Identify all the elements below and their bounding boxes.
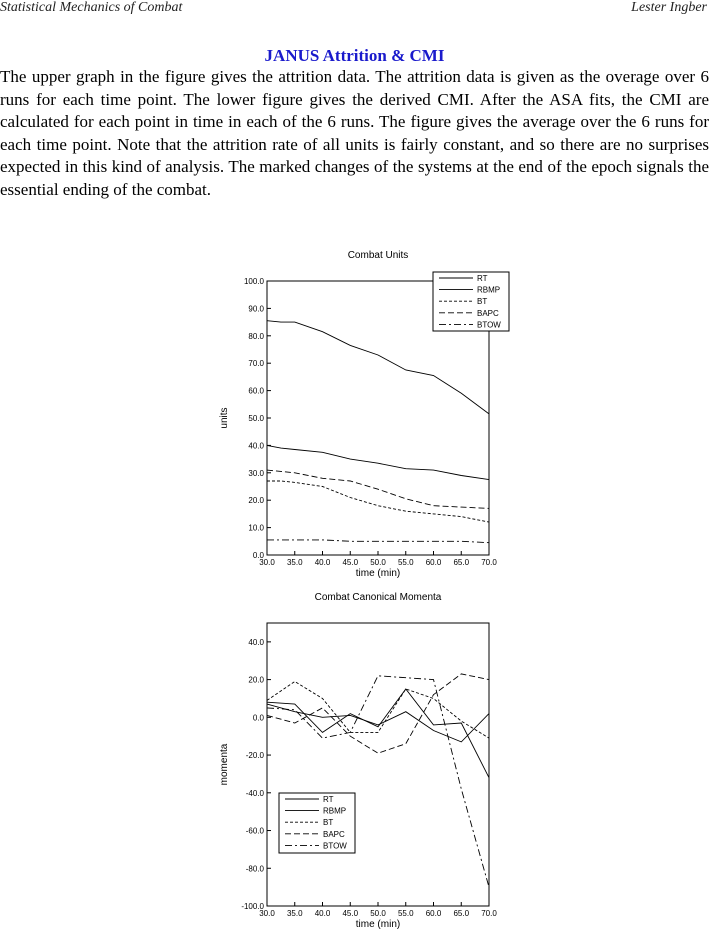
legend-label-rbmp: RBMP: [477, 285, 501, 295]
combat-momenta-chart: [0, 592, 709, 932]
legend-label-bt: BT: [477, 297, 488, 307]
x-tick-label: 60.0: [425, 909, 442, 918]
x-tick-label: 55.0: [397, 558, 414, 567]
y-tick-label: 100.0: [243, 277, 264, 286]
y-tick-label: -40.0: [245, 788, 264, 798]
legend-label-bapc: BAPC: [323, 829, 345, 839]
series-line-rt: [267, 445, 489, 479]
running-header-title: Statistical Mechanics of Combat: [0, 0, 183, 15]
plot-frame: [267, 623, 489, 906]
y-tick-label: -80.0: [245, 864, 264, 874]
series-line-rt: [267, 689, 489, 778]
x-tick-label: 70.0: [481, 558, 497, 567]
section-title: JANUS Attrition & CMI: [264, 46, 445, 65]
y-tick-label: -100.0: [241, 902, 264, 911]
chart-title: Combat Units: [347, 250, 409, 261]
body-paragraph: The upper graph in the figure gives the attrition data. The attrition data is given as the overage over 6 runs for each time point. The lower figure gives the derived CMI. After the ASA fits, the CMI are calculated for each point in time in each of the 6 runs. The figure gives the average over the 6 runs for each time point. Note that the attrition rate of all units is fairly constant, and so there are no surprises expected in this kind of analysis. The marked changes of the systems at the end of the epoch signals the essential ending of the combat.: [0, 67, 709, 199]
y-tick-label: 20.0: [248, 496, 264, 506]
x-tick-label: 40.0: [314, 909, 331, 918]
x-tick-label: 45.0: [342, 909, 359, 918]
x-tick-label: 70.0: [481, 909, 497, 918]
legend-label-bt: BT: [323, 818, 334, 828]
series-line-bt: [267, 481, 489, 522]
y-tick-label: 70.0: [248, 359, 264, 369]
running-header-author: Lester Ingber: [631, 0, 707, 15]
legend-label-rt: RT: [323, 795, 334, 804]
legend-label-bapc: BAPC: [477, 308, 499, 318]
y-axis-label: units: [219, 407, 230, 429]
x-tick-label: 50.0: [370, 909, 386, 918]
series-line-bapc: [267, 470, 489, 508]
y-tick-label: 0.0: [252, 551, 264, 560]
y-tick-label: 10.0: [248, 523, 264, 533]
x-tick-label: 50.0: [370, 558, 386, 567]
x-tick-label: 45.0: [342, 558, 359, 567]
series-line-rbmp: [267, 321, 489, 414]
y-tick-label: -20.0: [245, 751, 264, 761]
legend-label-btow: BTOW: [477, 320, 501, 330]
legend-label-btow: BTOW: [323, 841, 347, 851]
x-tick-label: 65.0: [453, 558, 470, 567]
legend-label-rt: RT: [477, 274, 488, 283]
y-tick-label: 60.0: [248, 386, 264, 396]
chart-title: Combat Canonical Momenta: [314, 592, 442, 603]
x-axis-label: time (min): [355, 568, 401, 579]
y-tick-label: 20.0: [248, 675, 264, 685]
y-tick-label: 80.0: [248, 331, 264, 341]
series-line-bapc: [267, 674, 489, 753]
series-line-btow: [267, 540, 489, 543]
x-tick-label: 30.0: [259, 558, 275, 567]
x-tick-label: 65.0: [453, 909, 470, 918]
x-tick-label: 35.0: [286, 909, 303, 918]
y-tick-label: 40.0: [248, 441, 264, 451]
x-axis-label: time (min): [355, 919, 401, 930]
y-tick-label: 30.0: [248, 468, 264, 478]
y-tick-label: 40.0: [248, 637, 264, 647]
x-tick-label: 60.0: [425, 558, 442, 567]
y-axis-label: momenta: [219, 743, 230, 786]
x-tick-label: 40.0: [314, 558, 331, 567]
x-tick-label: 55.0: [397, 909, 414, 918]
x-tick-label: 35.0: [286, 558, 303, 567]
x-tick-label: 30.0: [259, 909, 275, 918]
y-tick-label: 90.0: [248, 304, 264, 314]
y-tick-label: 50.0: [248, 414, 264, 423]
y-tick-label: 0.0: [252, 713, 264, 723]
legend-label-rbmp: RBMP: [323, 806, 347, 816]
y-tick-label: -60.0: [245, 826, 264, 836]
combat-units-chart: [0, 245, 709, 585]
series-line-btow: [267, 676, 489, 887]
